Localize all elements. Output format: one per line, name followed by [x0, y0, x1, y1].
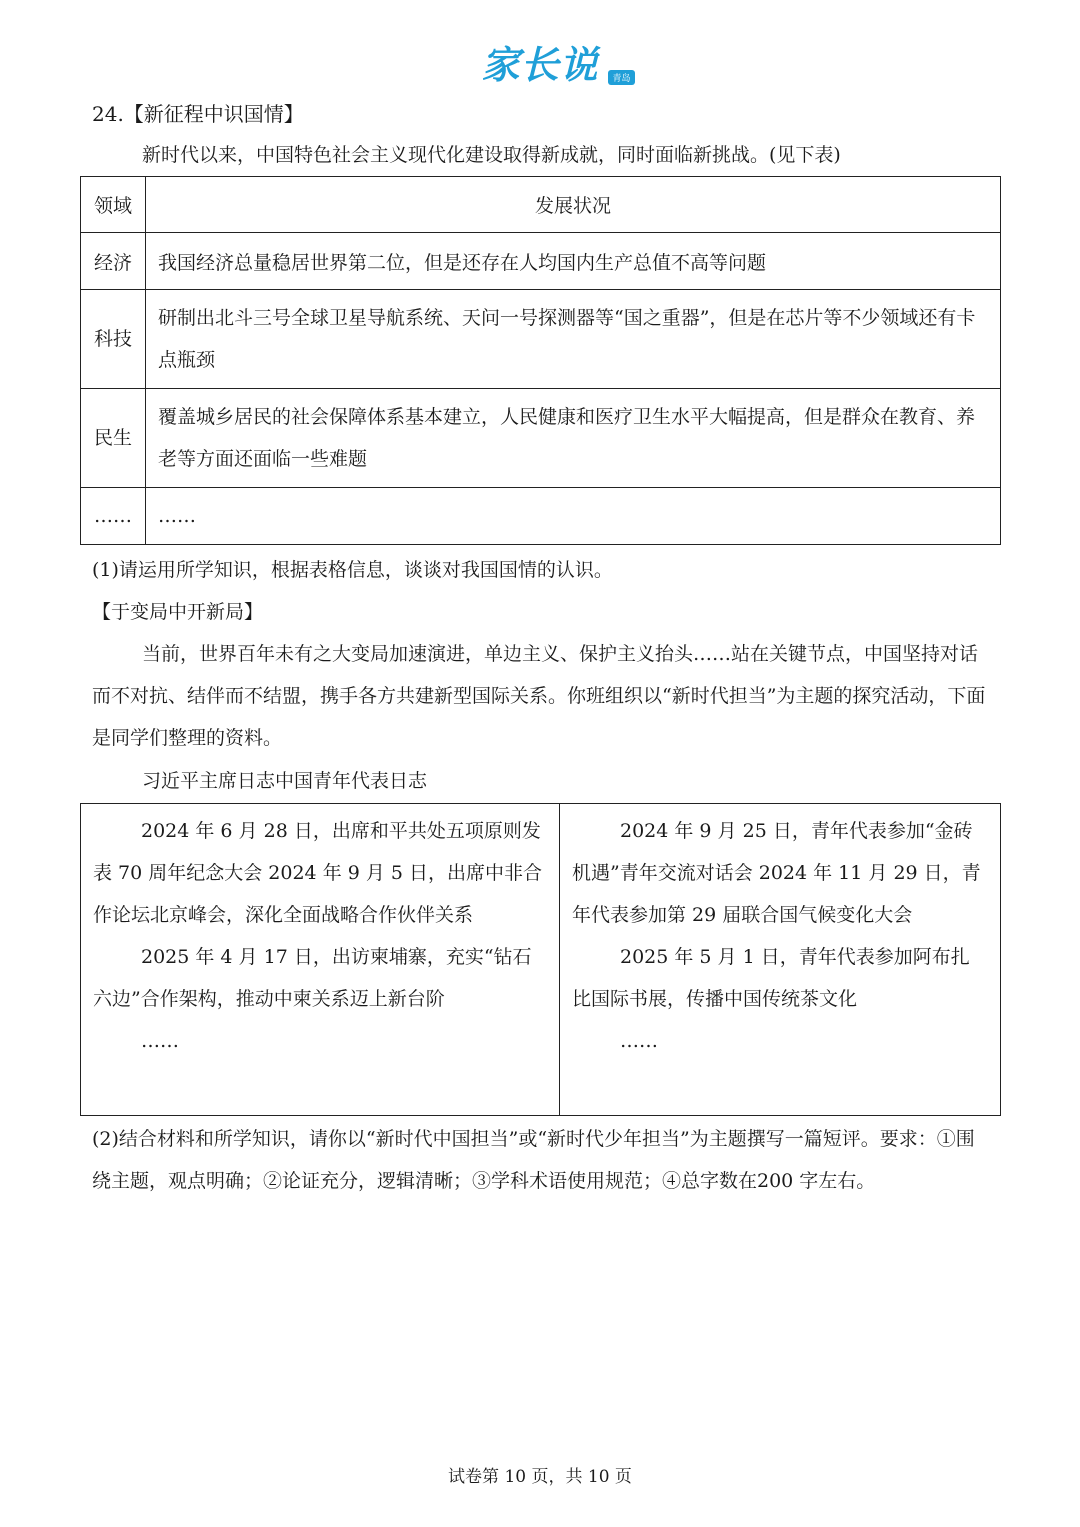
- page-footer: 试卷第 10 页，共 10 页: [448, 1467, 632, 1487]
- log-entry: 2025 年 4 月 17 日，出访柬埔寨，充实“钻石六边”合作架构，推动中柬关系迈上新台阶: [93, 946, 532, 1010]
- table-row: [81, 233, 1001, 290]
- log-entry: ……: [141, 1030, 179, 1052]
- status-table: [80, 176, 1001, 545]
- log-entry: 2024 年 6 月 28 日，出席和平共处五项原则发表 70 周年纪念大会 2024 年 9 月 5 日，出席中非合作论坛北京峰会，深化全面战略合作伙伴关系: [93, 820, 543, 926]
- question-title: 24.【新征程中识国情】: [92, 102, 304, 126]
- log-entry: 2025 年 5 月 1 日，青年代表参加阿布扎比国际书展，传播中国传统茶文化: [572, 946, 970, 1010]
- table-header-cell: 发展状况: [146, 177, 1001, 233]
- log-table: [80, 803, 1001, 1116]
- log-title: 习近平主席日志中国青年代表日志: [142, 770, 428, 792]
- table-header-cell: 领域: [81, 177, 146, 233]
- section-title: 【于变局中开新局】: [92, 601, 264, 623]
- question-2: (2)结合材料和所学知识，请你以“新时代中国担当”或“新时代少年担当”为主题撰写一篇短评。要求：①围绕主题，观点明确；②论证充分，逻辑清晰；③学科术语使用规范；④总字数在200 字左右。: [92, 1128, 975, 1192]
- table-header-row: [81, 177, 1001, 233]
- log-entry: ……: [620, 1030, 658, 1052]
- table-cell-field: 民生: [81, 389, 146, 488]
- president-log-cell: [81, 804, 560, 1116]
- table-cell-field: 科技: [81, 290, 146, 389]
- question-1: (1)请运用所学知识，根据表格信息，谈谈对我国国情的认识。: [92, 559, 613, 581]
- table-cell-status: 覆盖城乡居民的社会保障体系基本建立，人民健康和医疗卫生水平大幅提高，但是群众在教育、养老等方面还面临一些难题: [146, 389, 1001, 488]
- table-cell-status: 我国经济总量稳居世界第二位，但是还存在人均国内生产总值不高等问题: [146, 233, 1001, 290]
- table-row: [81, 804, 1001, 1116]
- table-cell-field: 经济: [81, 233, 146, 290]
- logo-badge: 青岛: [608, 70, 634, 85]
- table-row: [81, 290, 1001, 389]
- logo: [0, 34, 1080, 89]
- youth-log-cell: [560, 804, 1001, 1116]
- logo-text: 家长说: [481, 43, 599, 87]
- table-cell-status: ……: [146, 488, 1001, 545]
- section-paragraph: 当前，世界百年未有之大变局加速演进，单边主义、保护主义抬头……站在关键节点，中国坚持对话而不对抗、结伴而不结盟，携手各方共建新型国际关系。你班组织以“新时代担当”为主题的探究活动，下面是同学们整理的资料。: [92, 643, 986, 749]
- table-cell-status: 研制出北斗三号全球卫星导航系统、天问一号探测器等“国之重器”，但是在芯片等不少领域还有卡点瓶颈: [146, 290, 1001, 389]
- question-intro: 新时代以来，中国特色社会主义现代化建设取得新成就，同时面临新挑战。(见下表): [142, 144, 841, 166]
- table-cell-field: ……: [81, 488, 146, 545]
- table-row: [81, 389, 1001, 488]
- log-entry: 2024 年 9 月 25 日，青年代表参加“金砖机遇”青年交流对话会 2024 年 11 月 29 日，青年代表参加第 29 届联合国气候变化大会: [572, 820, 981, 926]
- table-row: [81, 488, 1001, 545]
